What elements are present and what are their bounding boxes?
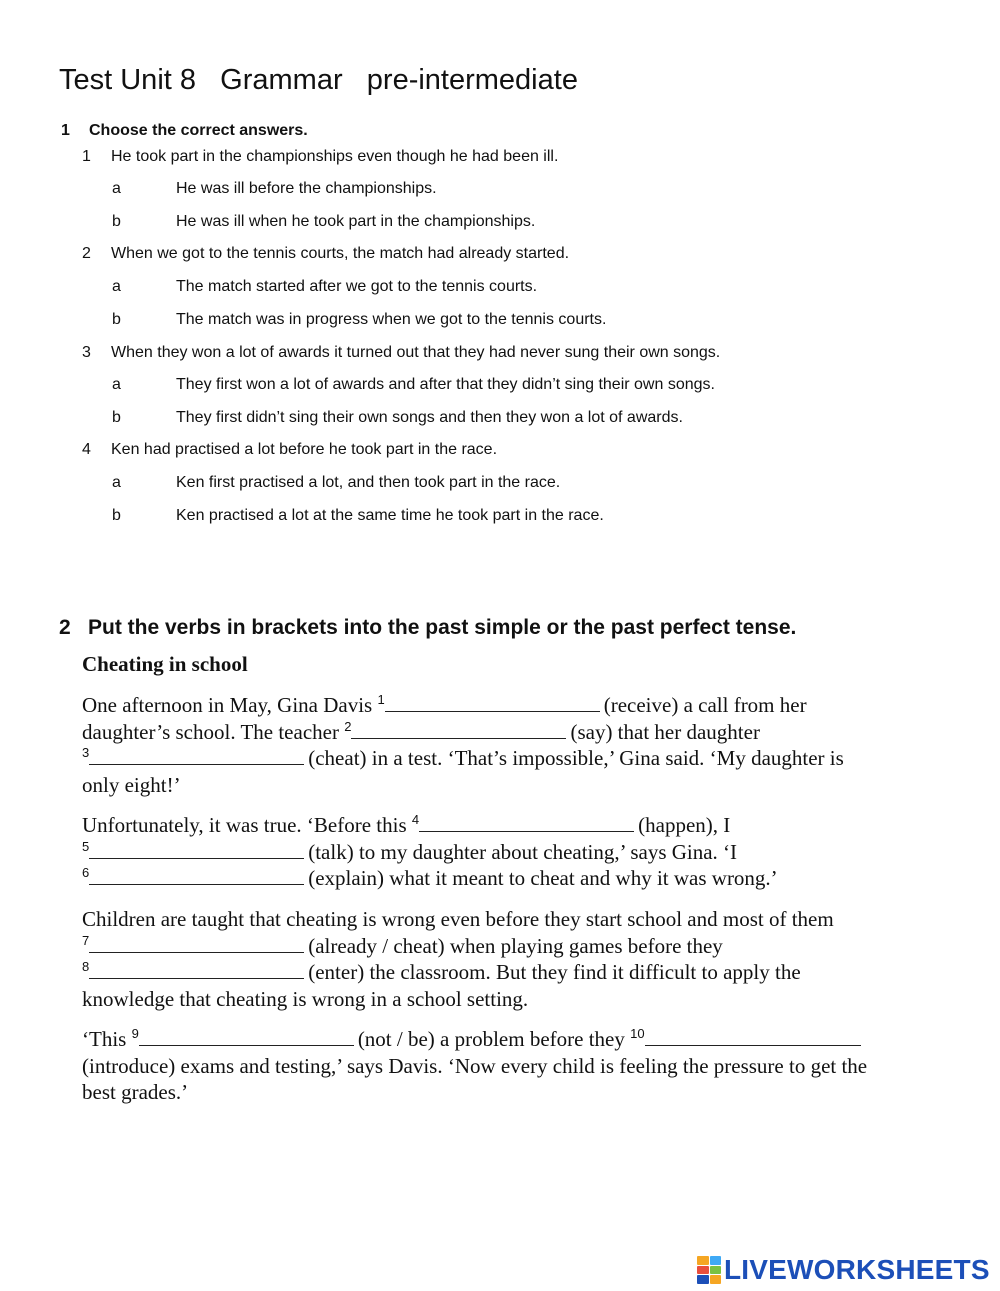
text: One afternoon in May, Gina Davis xyxy=(82,693,378,717)
text: best grades.’ xyxy=(82,1080,189,1104)
section-instruction: Choose the correct answers. xyxy=(89,122,308,139)
text: (happen), I xyxy=(638,813,731,837)
option-letter: b xyxy=(112,409,121,426)
text: (introduce) exams and testing,’ says Davis. ‘Now every child is feeling the pressure to get the xyxy=(82,1053,868,1078)
text: (say) that her daughter xyxy=(570,719,760,744)
paragraph-3 xyxy=(82,906,952,1012)
section-1-heading xyxy=(61,122,308,140)
section-2-heading xyxy=(59,616,796,640)
liveworksheets-logo[interactable] xyxy=(697,1254,990,1286)
gap-number: 7 xyxy=(82,932,90,948)
question-number: 1 xyxy=(82,148,91,165)
text: (cheat) in a test. ‘That’s impossible,’ Gina said. ‘My daughter is xyxy=(308,746,844,770)
gap-number: 1 xyxy=(377,692,385,707)
answer-blank-1[interactable] xyxy=(385,693,600,712)
gap-number: 5 xyxy=(82,838,90,854)
option-text: They first won a lot of awards and after that they didn’t sing their own songs. xyxy=(176,376,715,393)
option-text: The match was in progress when we got to the tennis courts. xyxy=(176,311,607,328)
option-text: Ken first practised a lot, and then took part in the race. xyxy=(176,474,561,491)
question-number: 4 xyxy=(82,441,91,458)
option-text: The match started after we got to the tennis courts. xyxy=(176,278,538,295)
gap-number: 9 xyxy=(131,1026,139,1041)
logo-text: LIVEWORKSHEETS xyxy=(724,1254,990,1285)
text: (enter) the classroom. But they find it difficult to apply the xyxy=(308,960,801,984)
text: (talk) to my daughter about cheating,’ says Gina. ‘I xyxy=(308,839,738,864)
text: daughter’s school. The teacher xyxy=(82,719,345,744)
question-number: 2 xyxy=(82,245,91,262)
text: (receive) a call from her xyxy=(603,693,807,717)
answer-blank-6[interactable] xyxy=(89,866,304,885)
logo-blocks-icon xyxy=(697,1256,721,1284)
option-letter: b xyxy=(112,213,121,230)
question-text: When we got to the tennis courts, the match had already started. xyxy=(111,245,570,262)
option-letter: a xyxy=(112,474,121,491)
section-number: 2 xyxy=(59,616,71,639)
answer-blank-2[interactable] xyxy=(351,720,566,739)
gap-number: 10 xyxy=(630,1026,645,1041)
text: ‘This xyxy=(82,1027,132,1051)
text: Unfortunately, it was true. ‘Before this xyxy=(82,813,412,837)
option-letter: a xyxy=(112,376,121,393)
option-text: He was ill when he took part in the championships. xyxy=(176,213,536,230)
gap-number: 3 xyxy=(82,745,90,760)
gap-number: 6 xyxy=(82,865,90,880)
answer-blank-3[interactable] xyxy=(89,746,304,765)
gap-number: 8 xyxy=(82,959,90,974)
question-text: He took part in the championships even though he had been ill. xyxy=(111,148,559,165)
text: only eight!’ xyxy=(82,772,181,797)
text: (already / cheat) when playing games before they xyxy=(308,933,723,958)
answer-blank-5[interactable] xyxy=(89,840,304,859)
text: (not / be) a problem before they xyxy=(357,1027,631,1051)
option-letter: b xyxy=(112,311,121,328)
answer-blank-8[interactable] xyxy=(89,960,304,979)
option-text: They first didn’t sing their own songs and then they won a lot of awards. xyxy=(176,409,683,426)
paragraph-4 xyxy=(82,1026,952,1106)
question-number: 3 xyxy=(82,344,91,361)
text: Children are taught that cheating is wrong even before they start school and most of them xyxy=(82,907,834,931)
paragraph-2 xyxy=(82,812,952,892)
text: knowledge that cheating is wrong in a school setting. xyxy=(82,986,529,1011)
answer-blank-4[interactable] xyxy=(419,813,634,832)
gap-number: 4 xyxy=(411,812,420,827)
gap-number: 2 xyxy=(344,718,352,734)
story-title: Cheating in school xyxy=(82,652,248,676)
section-number: 1 xyxy=(61,122,70,139)
option-text: Ken practised a lot at the same time he took part in the race. xyxy=(176,507,604,524)
option-letter: b xyxy=(112,507,121,524)
page-title: Test Unit 8 Grammar pre-intermediate xyxy=(59,64,578,96)
text: (explain) what it meant to cheat and why it was wrong.’ xyxy=(308,866,778,890)
option-letter: a xyxy=(112,278,121,295)
paragraph-1 xyxy=(82,692,952,798)
section-instruction: Put the verbs in brackets into the past simple or the past perfect tense. xyxy=(88,616,797,639)
question-text: When they won a lot of awards it turned out that they had never sung their own songs. xyxy=(111,344,721,361)
option-text: He was ill before the championships. xyxy=(176,180,437,197)
answer-blank-10[interactable] xyxy=(645,1027,861,1046)
question-text: Ken had practised a lot before he took part in the race. xyxy=(111,441,498,458)
option-letter: a xyxy=(112,180,121,197)
answer-blank-7[interactable] xyxy=(89,934,304,953)
answer-blank-9[interactable] xyxy=(139,1027,354,1046)
